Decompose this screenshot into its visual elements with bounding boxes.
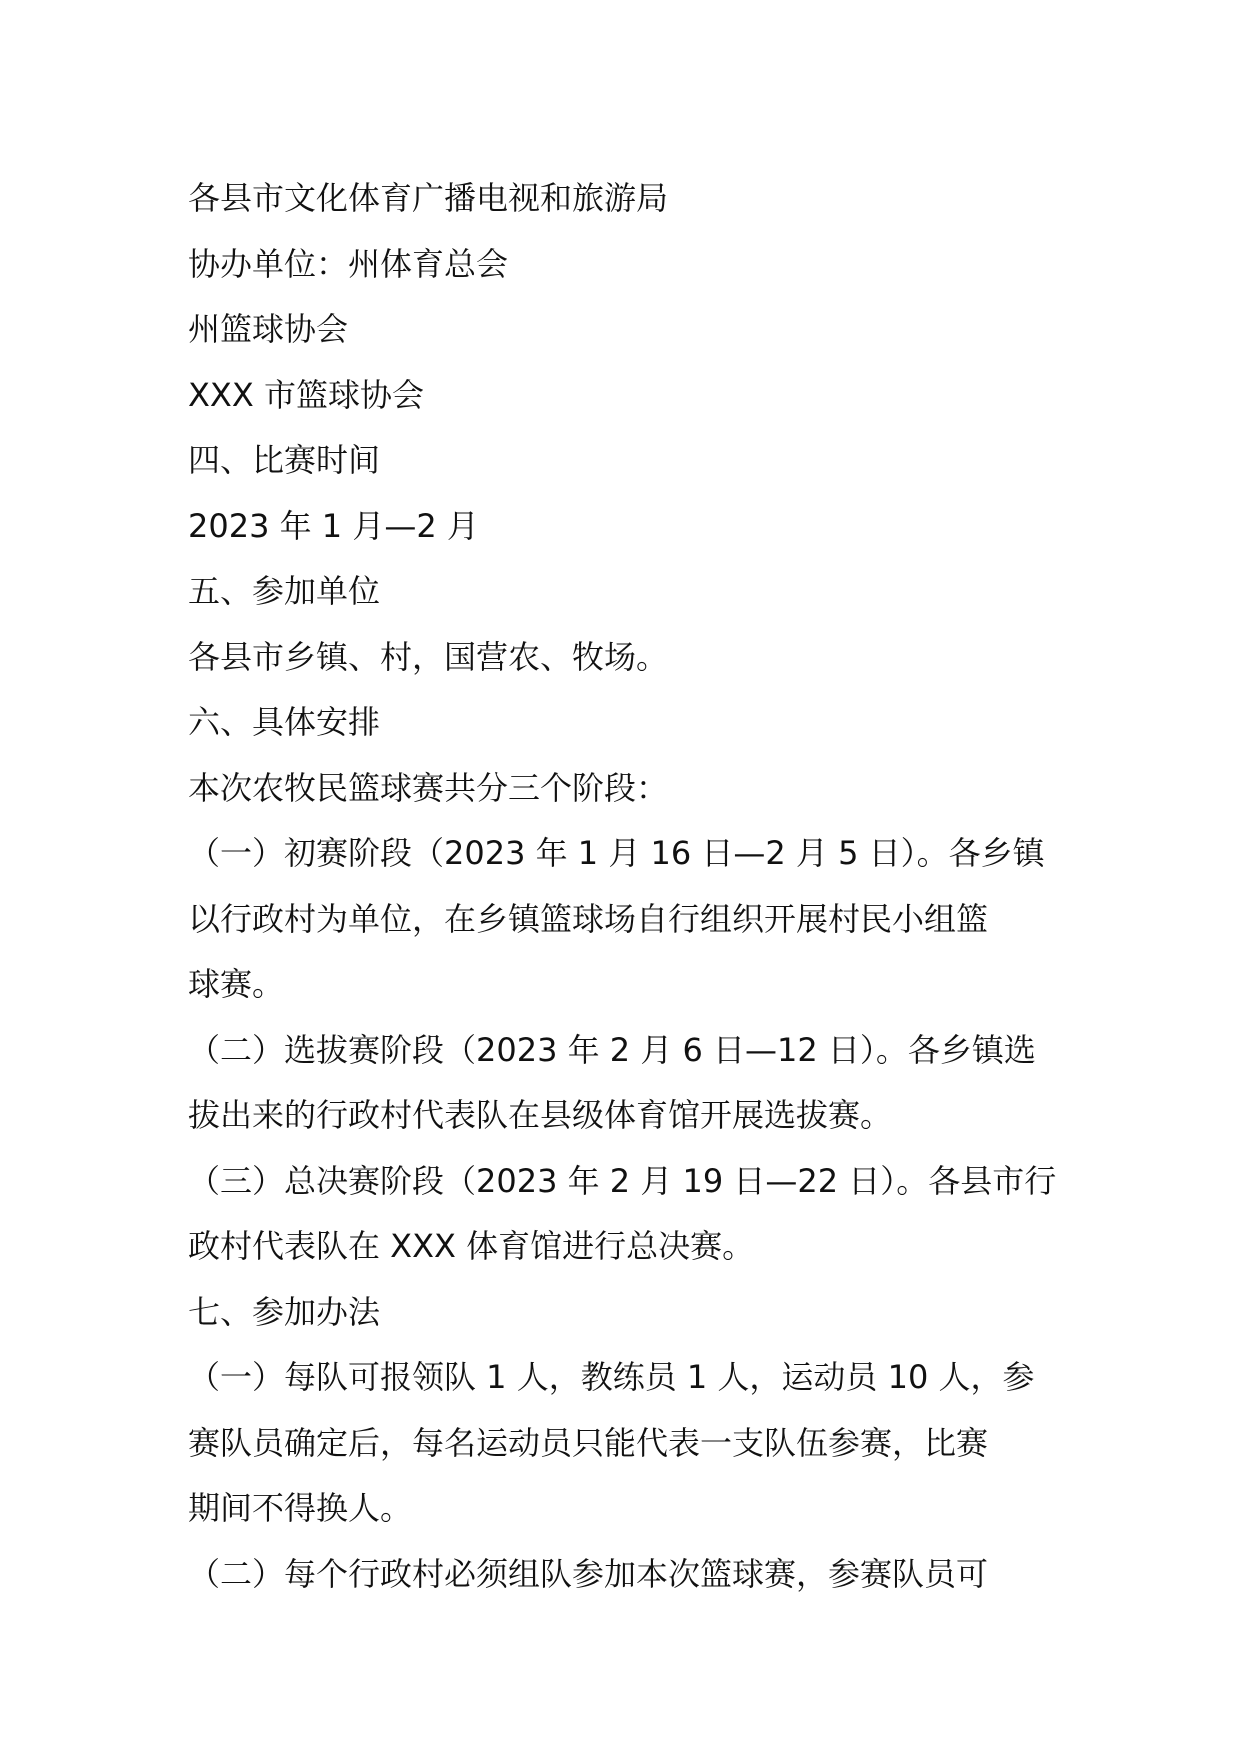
participants-text: 各县市乡镇、村，国营农、牧场。 (188, 637, 669, 676)
section-heading-method: 七、参加办法 (188, 1292, 381, 1331)
method-item-one-line: 期间不得换人。 (188, 1489, 413, 1527)
stage-one-line: （一）初赛阶段（2023 年 1 月 16 日—2 月 5 日）。各乡镇 (188, 834, 1045, 872)
co-organizer-line: 州篮球协会 (188, 310, 349, 348)
method-item-one-line: （一）每队可报领队 1 人，教练员 1 人，运动员 10 人，参 (188, 1358, 1035, 1396)
co-organizer-line: 协办单位：州体育总会 (188, 244, 509, 283)
arrangement-intro: 本次农牧民篮球赛共分三个阶段： (188, 768, 669, 807)
organizer-line: 各县市文化体育广播电视和旅游局 (188, 179, 669, 217)
competition-time-text: 2023 年 1 月—2 月 (188, 506, 479, 545)
stage-one-line: 球赛。 (188, 965, 285, 1003)
stage-three-line: （三）总决赛阶段（2023 年 2 月 19 日—22 日）。各县市行 (188, 1161, 1057, 1200)
co-organizer-line: XXX 市篮球协会 (188, 375, 424, 414)
stage-one-line: 以行政村为单位，在乡镇篮球场自行组织开展村民小组篮 (188, 899, 989, 938)
section-heading-arrangement: 六、具体安排 (188, 703, 381, 741)
stage-three-line: 政村代表队在 XXX 体育馆进行总决赛。 (188, 1227, 755, 1265)
stage-two-line: 拔出来的行政村代表队在县级体育馆开展选拔赛。 (188, 1096, 893, 1134)
section-heading-participants: 五、参加单位 (188, 572, 381, 610)
document-body (188, 166, 1060, 1607)
method-item-one-line: 赛队员确定后，每名运动员只能代表一支队伍参赛，比赛 (188, 1423, 989, 1462)
stage-two-line: （二）选拔赛阶段（2023 年 2 月 6 日—12 日）。各乡镇选 (188, 1030, 1036, 1069)
section-heading-competition-time: 四、比赛时间 (188, 441, 381, 479)
method-item-two-line: （二）每个行政村必须组队参加本次篮球赛，参赛队员可 (188, 1554, 989, 1593)
